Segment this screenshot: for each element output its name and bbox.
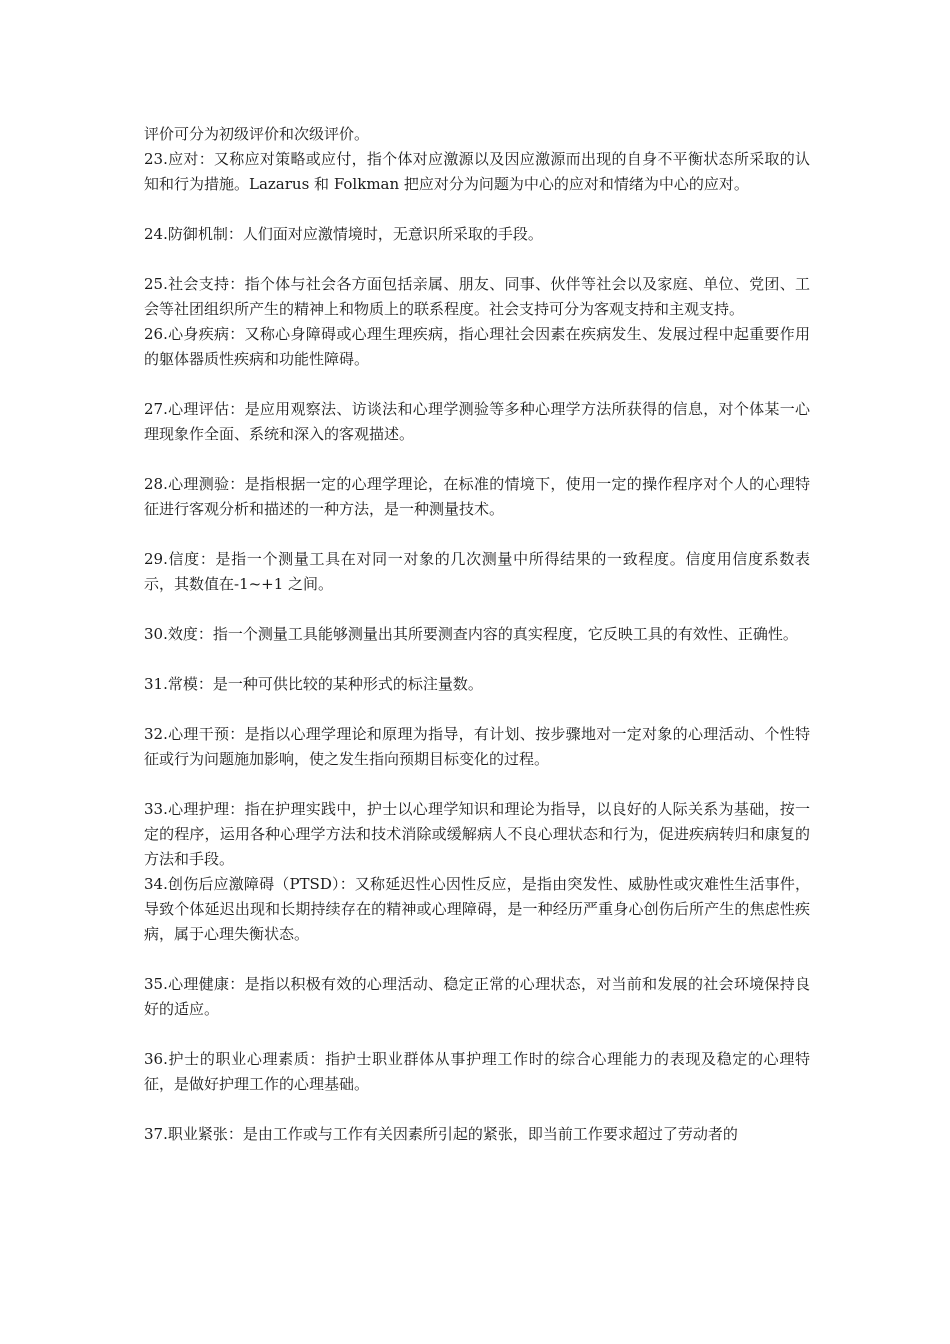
paragraph-3: 25.社会支持：指个体与社会各方面包括亲属、朋友、同事、伙伴等社会以及家庭、单位、党团、工会等社团组织所产生的精神上和物质上的联系程度。社会支持可分为客观支持和主观支持。 [144,275,810,318]
paragraph-7: 29.信度：是指一个测量工具在对同一对象的几次测量中所得结果的一致程度。信度用信度系数表示，其数值在-1~+1 之间。 [144,550,810,593]
paragraph-5: 27.心理评估：是应用观察法、访谈法和心理学测验等多种心理学方法所获得的信息，对个体某一心理现象作全面、系统和深入的客观描述。 [144,400,810,443]
paragraph-2: 24.防御机制：人们面对应激情境时，无意识所采取的手段。 [144,225,543,243]
paragraph-14: 36.护士的职业心理素质：指护士职业群体从事护理工作时的综合心理能力的表现及稳定的心理特征，是做好护理工作的心理基础。 [144,1050,810,1093]
paragraph-6: 28.心理测验：是指根据一定的心理学理论，在标准的情境下，使用一定的操作程序对个人的心理特征进行客观分析和描述的一种方法，是一种测量技术。 [144,475,810,518]
paragraph-0: 评价可分为初级评价和次级评价。 [144,125,370,143]
paragraph-12: 34.创伤后应激障碍（PTSD）：又称延迟性心因性反应，是指由突发性、威胁性或灾难性生活事件，导致个体延迟出现和长期持续存在的精神或心理障碍，是一种经历严重身心创伤后所产生的焦虑性疾病，属于心理失衡状态。 [144,875,810,943]
paragraph-15: 37.职业紧张：是由工作或与工作有关因素所引起的紧张，即当前工作要求超过了劳动者的 [144,1125,738,1143]
paragraph-9: 31.常模：是一种可供比较的某种形式的标注量数。 [144,675,483,693]
paragraph-13: 35.心理健康：是指以积极有效的心理活动、稳定正常的心理状态，对当前和发展的社会环境保持良好的适应。 [144,975,810,1018]
paragraph-10: 32.心理干预：是指以心理学理论和原理为指导，有计划、按步骤地对一定对象的心理活动、个性特征或行为问题施加影响，使之发生指向预期目标变化的过程。 [144,725,810,768]
paragraph-11: 33.心理护理：指在护理实践中，护士以心理学知识和理论为指导，以良好的人际关系为基础，按一定的程序，运用各种心理学方法和技术消除或缓解病人不良心理状态和行为，促进疾病转归和康复的方法和手段。 [144,800,810,868]
paragraph-4: 26.心身疾病：又称心身障碍或心理生理疾病，指心理社会因素在疾病发生、发展过程中起重要作用的躯体器质性疾病和功能性障碍。 [144,325,810,368]
paragraph-1: 23.应对：又称应对策略或应付，指个体对应激源以及因应激源而出现的自身不平衡状态所采取的认知和行为措施。Lazarus 和 Folkman 把应对分为问题为中心的应对和情绪为中心的应对。 [144,150,810,193]
paragraph-8: 30.效度：指一个测量工具能够测量出其所要测查内容的真实程度，它反映工具的有效性、正确性。 [144,625,798,643]
document-page [144,122,810,1147]
